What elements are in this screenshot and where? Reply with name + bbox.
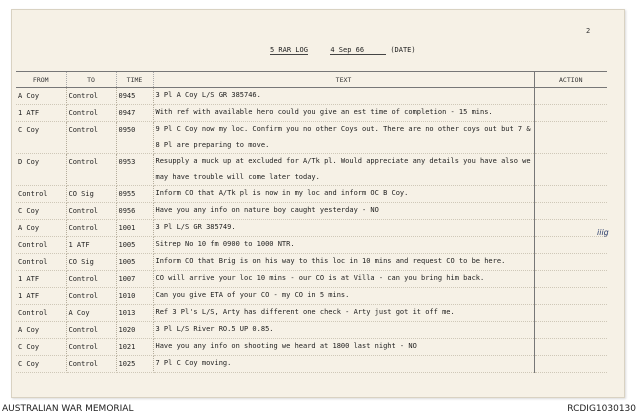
- cell-from: Control: [16, 254, 66, 271]
- cell-time: 1007: [116, 271, 153, 288]
- cell-from: A Coy: [16, 220, 66, 237]
- cell-to: A Coy: [66, 305, 116, 322]
- cell-from: C Coy: [16, 122, 66, 154]
- cell-time: 1005: [116, 254, 153, 271]
- cell-time: 1025: [116, 356, 153, 373]
- cell-to: Control: [66, 220, 116, 237]
- cell-time: 0950: [116, 122, 153, 154]
- cell-time: 0945: [116, 88, 153, 105]
- cell-action: [534, 322, 607, 339]
- table-row: [16, 203, 607, 220]
- table-row: [16, 339, 607, 356]
- cell-action: [534, 305, 607, 322]
- cell-text: Resupply a muck up at excluded for A/Tk pl. Would appreciate any details you have also we may have trouble will come later today.: [153, 154, 534, 186]
- log-date: 4 Sep 66: [330, 46, 386, 55]
- footer-source: AUSTRALIAN WAR MEMORIAL: [2, 404, 134, 414]
- table-row: [16, 288, 607, 305]
- cell-text: 7 Pl C Coy moving.: [153, 356, 534, 373]
- table-row: [16, 105, 607, 122]
- col-from-header: FROM: [16, 72, 66, 88]
- cell-action: [534, 154, 607, 186]
- cell-to: Control: [66, 288, 116, 305]
- cell-from: C Coy: [16, 339, 66, 356]
- cell-text: 3 Pl L/S River RO.5 UP 0.85.: [153, 322, 534, 339]
- cell-to: 1 ATF: [66, 237, 116, 254]
- col-action-header: ACTION: [534, 72, 607, 88]
- date-label: (DATE): [390, 46, 416, 54]
- cell-time: 0953: [116, 154, 153, 186]
- cell-text: 3 Pl L/S GR 385749.: [153, 220, 534, 237]
- cell-from: 1 ATF: [16, 288, 66, 305]
- cell-time: 1021: [116, 339, 153, 356]
- table-row: [16, 186, 607, 203]
- cell-text: 9 Pl C Coy now my loc. Confirm you no other Coys out. There are no other coys out but 7 & 8 Pl are preparing to move.: [153, 122, 534, 154]
- table-row: [16, 322, 607, 339]
- cell-from: D Coy: [16, 154, 66, 186]
- cell-from: 1 ATF: [16, 105, 66, 122]
- cell-action: [534, 339, 607, 356]
- cell-text: Have you any info on shooting we heard at 1800 last night - NO: [153, 339, 534, 356]
- table-row: [16, 356, 607, 373]
- cell-to: Control: [66, 154, 116, 186]
- table-row: [16, 271, 607, 288]
- cell-to: CO Sig: [66, 254, 116, 271]
- table-row: [16, 305, 607, 322]
- cell-text: Can you give ETA of your CO - my CO in 5 mins.: [153, 288, 534, 305]
- cell-time: 0956: [116, 203, 153, 220]
- cell-action: [534, 88, 607, 105]
- cell-text: Sitrep No 10 fm 0900 to 1000 NTR.: [153, 237, 534, 254]
- cell-action: [534, 203, 607, 220]
- col-text-header: TEXT: [153, 72, 534, 88]
- table-body: [16, 88, 607, 373]
- cell-from: Control: [16, 237, 66, 254]
- col-time-header: TIME: [116, 72, 153, 88]
- table-row: [16, 88, 607, 105]
- cell-to: Control: [66, 105, 116, 122]
- cell-action: [534, 105, 607, 122]
- cell-action: [534, 122, 607, 154]
- cell-to: Control: [66, 203, 116, 220]
- cell-time: 1010: [116, 288, 153, 305]
- table-row: [16, 220, 607, 237]
- cell-time: 1020: [116, 322, 153, 339]
- cell-to: Control: [66, 339, 116, 356]
- cell-action: [534, 254, 607, 271]
- table-row: [16, 122, 607, 154]
- log-table: [16, 71, 607, 373]
- cell-to: CO Sig: [66, 186, 116, 203]
- unit-name: 5 RAR LOG: [270, 46, 308, 54]
- cell-to: Control: [66, 356, 116, 373]
- cell-from: Control: [16, 186, 66, 203]
- cell-from: 1 ATF: [16, 271, 66, 288]
- cell-time: 1005: [116, 237, 153, 254]
- cell-text: Ref 3 Pl's L/S, Arty has different one check - Arty just got it off me.: [153, 305, 534, 322]
- table-row: [16, 154, 607, 186]
- footer: [0, 402, 640, 418]
- page-mark: 2: [586, 27, 591, 35]
- cell-action: [534, 237, 607, 254]
- cell-action: [534, 186, 607, 203]
- cell-from: A Coy: [16, 322, 66, 339]
- cell-action: [534, 271, 607, 288]
- cell-time: 1001: [116, 220, 153, 237]
- cell-to: Control: [66, 322, 116, 339]
- col-to-header: TO: [66, 72, 116, 88]
- cell-time: 0955: [116, 186, 153, 203]
- cell-action: [534, 356, 607, 373]
- cell-from: C Coy: [16, 356, 66, 373]
- cell-to: Control: [66, 122, 116, 154]
- cell-from: Control: [16, 305, 66, 322]
- table-header-row: [16, 72, 607, 88]
- cell-action: [534, 288, 607, 305]
- table-row: [16, 254, 607, 271]
- cell-time: 1013: [116, 305, 153, 322]
- cell-to: Control: [66, 88, 116, 105]
- cell-to: Control: [66, 271, 116, 288]
- cell-text: 3 Pl A Coy L/S GR 385746.: [153, 88, 534, 105]
- cell-text: Inform CO that Brig is on his way to this loc in 10 mins and request CO to be here.: [153, 254, 534, 271]
- table-row: [16, 237, 607, 254]
- footer-id: RCDIG1030130: [567, 404, 636, 414]
- handwritten-mark: iiig: [597, 228, 609, 237]
- cell-text: Have you any info on nature boy caught yesterday - NO: [153, 203, 534, 220]
- cell-text: With ref with available hero could you give an est time of completion - 15 mins.: [153, 105, 534, 122]
- cell-time: 0947: [116, 105, 153, 122]
- cell-text: Inform CO that A/Tk pl is now in my loc and inform OC B Coy.: [153, 186, 534, 203]
- cell-text: CO will arrive your loc 10 mins - our CO is at Villa - can you bring him back.: [153, 271, 534, 288]
- cell-from: A Coy: [16, 88, 66, 105]
- cell-from: C Coy: [16, 203, 66, 220]
- log-header: [270, 46, 416, 55]
